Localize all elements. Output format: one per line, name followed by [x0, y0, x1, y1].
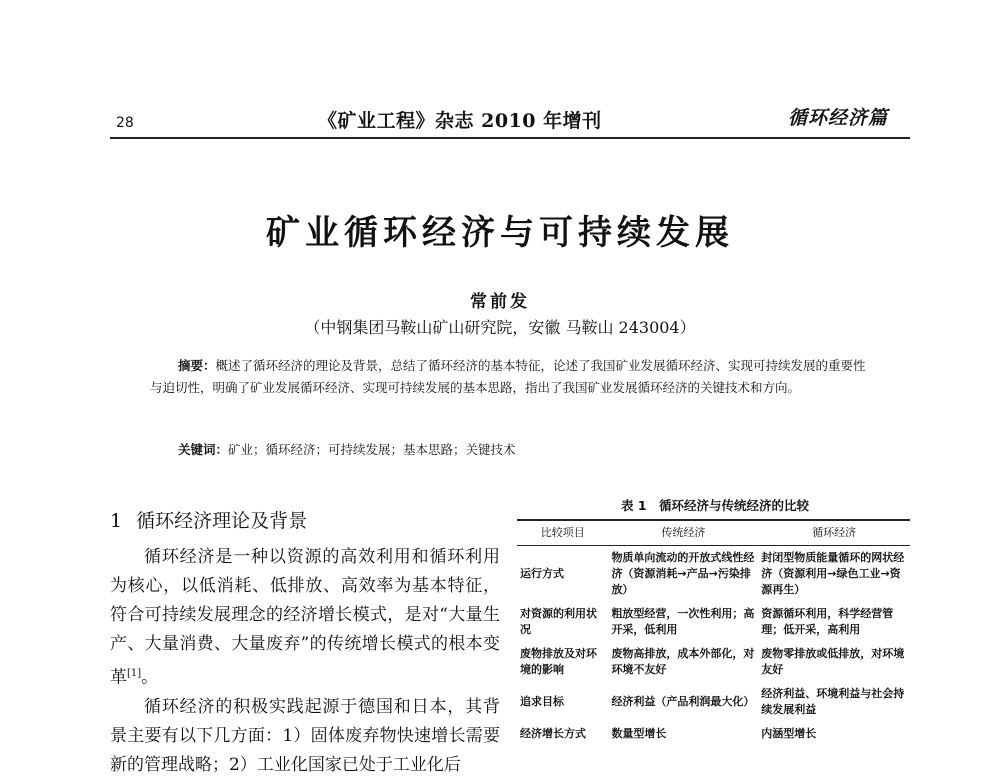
- abstract-label: 摘要：: [178, 358, 216, 373]
- table-caption: 表 1 循环经济与传统经济的比较: [620, 498, 810, 513]
- table-cell: 内涵型增长: [761, 727, 817, 740]
- table-cell: 废物零排放或低排放，对环境友好: [761, 647, 905, 676]
- table-row: [517, 722, 910, 746]
- table-row: [517, 546, 910, 603]
- section-heading: [110, 506, 307, 533]
- paragraph-1: [110, 543, 500, 693]
- paragraph-1-text: 循环经济是一种以资源的高效利用和循环利用为核心，以低消耗、低排放、高效率为基本特征，符合可持续发展理念的经济增长模式，是对“大量生产、大量消费、大量废弃”的传统增长模式的根本变革: [110, 547, 500, 688]
- paragraph-1-end: 。: [141, 667, 159, 688]
- table-cell: 对资源的利用状况: [520, 607, 597, 636]
- table-row: [517, 602, 910, 642]
- header-rule: [110, 137, 910, 139]
- table-cell: 资源循环利用，科学经营管理；低开采，高利用: [761, 607, 894, 636]
- table-header-row: [517, 520, 910, 546]
- table-cell: 经济增长方式: [520, 727, 586, 740]
- table-cell: 运行方式: [520, 567, 564, 580]
- table-cell: 粗放型经营，一次性利用；高开采，低利用: [611, 607, 755, 636]
- table-row: [517, 682, 910, 722]
- table-header-cell: 传统经济: [608, 520, 758, 546]
- article-author: 常前发: [470, 292, 530, 312]
- keywords-label: 关键词：: [178, 442, 229, 457]
- section-number: 1: [110, 510, 123, 532]
- citation-ref: [1]: [127, 668, 142, 679]
- section-label: 循环经济篇: [788, 107, 889, 129]
- body-text: [110, 543, 500, 780]
- table-cell: 废物排放及对环境的影响: [520, 647, 597, 676]
- keywords: [178, 440, 516, 458]
- table-cell: 物质单向流动的开放式线性经济（资源消耗→产品→污染排放）: [611, 551, 755, 596]
- abstract: [150, 355, 870, 399]
- article-title: 矿业循环经济与可持续发展: [266, 213, 734, 253]
- table-cell: 追求目标: [520, 695, 564, 708]
- table-cell: 封闭型物质能量循环的网状经济（资源利用→绿色工业→资源再生）: [761, 551, 905, 596]
- page-number: 28: [116, 115, 134, 131]
- paragraph-2: 循环经济的积极实践起源于德国和日本，其背景主要有以下几方面：1）固体废弃物快速增长需要新的管理战略；2）工业化国家已处于工业化后: [110, 696, 500, 775]
- author-affiliation: （中钢集团马鞍山矿山研究院，安徽 马鞍山 243004）: [304, 318, 696, 337]
- table-cell: 经济利益、环境利益与社会持续发展利益: [761, 687, 905, 716]
- table-cell: 数量型增长: [611, 727, 667, 740]
- table-row: [517, 642, 910, 682]
- table-cell: 废物高排放，成本外部化，对环境不友好: [611, 647, 755, 676]
- journal-title: 《矿业工程》杂志 2010 年增刊: [318, 110, 602, 132]
- table-header-cell: 循环经济: [758, 520, 910, 546]
- keywords-text: 矿业；循环经济；可持续发展；基本思路；关键技术: [228, 442, 516, 457]
- section-title: 循环经济理论及背景: [136, 510, 308, 532]
- table-header-cell: 比较项目: [517, 520, 608, 546]
- table-cell: 经济利益（产品利润最大化）: [611, 695, 755, 708]
- abstract-text: 概述了循环经济的理论及背景，总结了循环经济的基本特征，论述了我国矿业发展循环经济、实现可持续发展的重要性与迫切性，明确了矿业发展循环经济、实现可持续发展的基本思路，指出了我国矿业发展循环经济的关键技术和方向。: [150, 358, 866, 395]
- comparison-table: [517, 519, 910, 746]
